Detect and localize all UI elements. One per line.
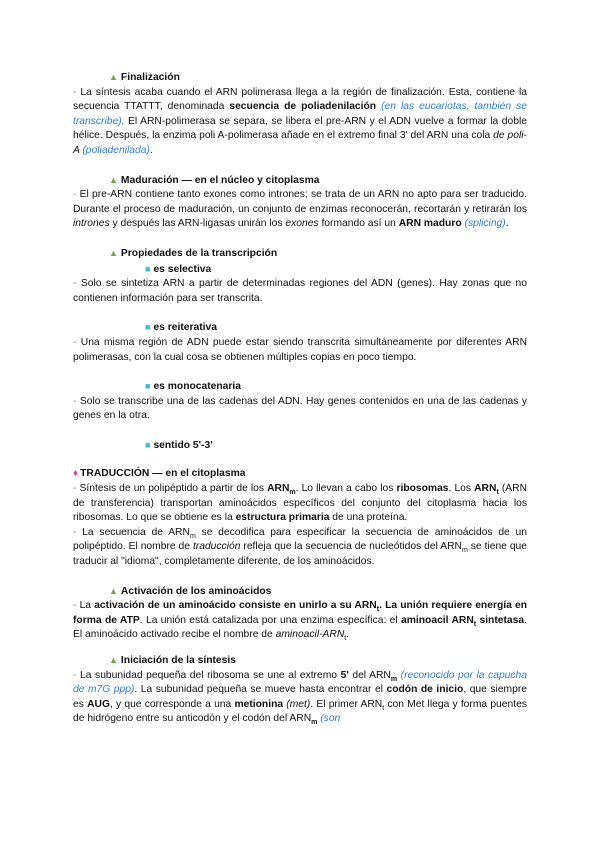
paragraph-activacion: - La activación de un aminoácido consiste en unirlo a su $ARN_t$. La unión requiere energía en forma de ATP. La unión está catalizada por una enzima específica: el aminoacil $ARN_t$ sintetasa. El aminoácido activado recibe el nombre de aminoacil-$ARN_t$.: [73, 600, 527, 643]
heading-propiedades: ▲ Propiedades de la transcripción: [109, 247, 278, 259]
document-page: [73, 70, 527, 727]
square-icon: ■: [145, 381, 151, 392]
paragraph-reiterativa: - Una misma región de ADN puede estar siendo transcrita simultáneamente por diferentes ARN polimerasas, con la cual cosa se obtienen múltiples copias en poco tiempo.: [73, 336, 528, 363]
heading-traduccion: ♦ TRADUCCIÓN — en el citoplasma: [73, 468, 246, 480]
triangle-icon: ▲: [109, 585, 118, 596]
subheading-reiterativa: ■ es reiterativa: [145, 322, 217, 334]
triangle-icon: ▲: [109, 72, 118, 82]
subheading-sentido: ■ sentido 5'-3': [145, 439, 213, 451]
heading-activacion: ▲ Activación de los aminoácidos: [109, 585, 272, 597]
subheading-monocatenaria: ■ es monocatenaria: [145, 381, 241, 393]
heading-maduracion: ▲ Maduración — en el núcleo y citoplasma: [109, 174, 320, 186]
paragraph-traduccion-2: - La secuencia de $ARN_m$ se decodifica para especificar la secuencia de aminoácidos de un polipéptido. El nombre de traducción refleja que la secuencia de nucleótidos del $ARN_m$ se tiene que traducir al "idioma", completamente diferente, de los aminoácidos.: [73, 526, 528, 568]
triangle-icon: ▲: [109, 247, 118, 258]
square-icon: ■: [145, 439, 151, 450]
paragraph-traduccion-1: - Síntesis de un polipéptido a partir de los $ARN_m$. Lo llevan a cabo los ribosomas. Los $ARN_t$ (ARN de transferencia) transportan aminoácidos específicos del conjunto del citoplasma hacia los ribosomas. Lo que se obtiene es la estructura primaria de una proteína.: [73, 483, 528, 524]
heading-iniciacion: ▲ Iniciación de la síntesis: [109, 655, 236, 666]
triangle-icon: ▲: [109, 174, 118, 185]
square-icon: ■: [145, 263, 151, 274]
paragraph-finalizacion: - La síntesis acaba cuando el ARN polimerasa llega a la región de finalización. Esta, contiene la secuencia TTATTT, denominada secuencia de poliadenilación (en las eucariotas, también se transcribe). El ARN-polimerasa se separa, se libera el pre-ARN y el ADN vuelve a formar la doble hélice. Después, la enzima poli A-polimerasa añade en el extremo final 3' del ARN una cola de poli-A (poliadenilada).: [73, 86, 527, 156]
diamond-icon: ♦: [73, 468, 79, 480]
triangle-icon: ▲: [109, 655, 118, 665]
heading-finalizacion: ▲ Finalización: [109, 72, 180, 83]
paragraph-selectiva: - Solo se sintetiza ARN a partir de determinadas regiones del ADN (genes). Hay zonas que no contienen información para ser transcrita.: [73, 278, 527, 304]
paragraph-iniciacion: - La subunidad pequeña del ribosoma se une al extremo 5' del $ARN_m$ (reconocido por la capucha de m7G ppp). La subunidad pequeña se mueve hasta encontrar el codón de inicio, que siempre es AUG, y que corresponde a una metionina (met). El primer $ARN_t$ con Met llega y forma puentes de hidrógeno entre su anticodón y el codón del $ARN_m$ (son: [73, 669, 528, 727]
paragraph-maduracion: - El pre-ARN contiene tanto exones como intrones; se trata de un ARN no apto para ser traducido. Durante el proceso de maduración, un conjunto de enzimas reconocerán, recortarán y retirarán los intrones y después las ARN-ligasas unirán los exones formando así un ARN maduro (splicing).: [73, 189, 527, 230]
square-icon: ■: [145, 322, 151, 333]
paragraph-monocatenaria: - Solo se transcribe una de las cadenas del ADN. Hay genes contenidos en una de las cadenas y genes en la otra.: [73, 395, 527, 422]
subheading-selectiva: ■ es selectiva: [145, 263, 212, 275]
